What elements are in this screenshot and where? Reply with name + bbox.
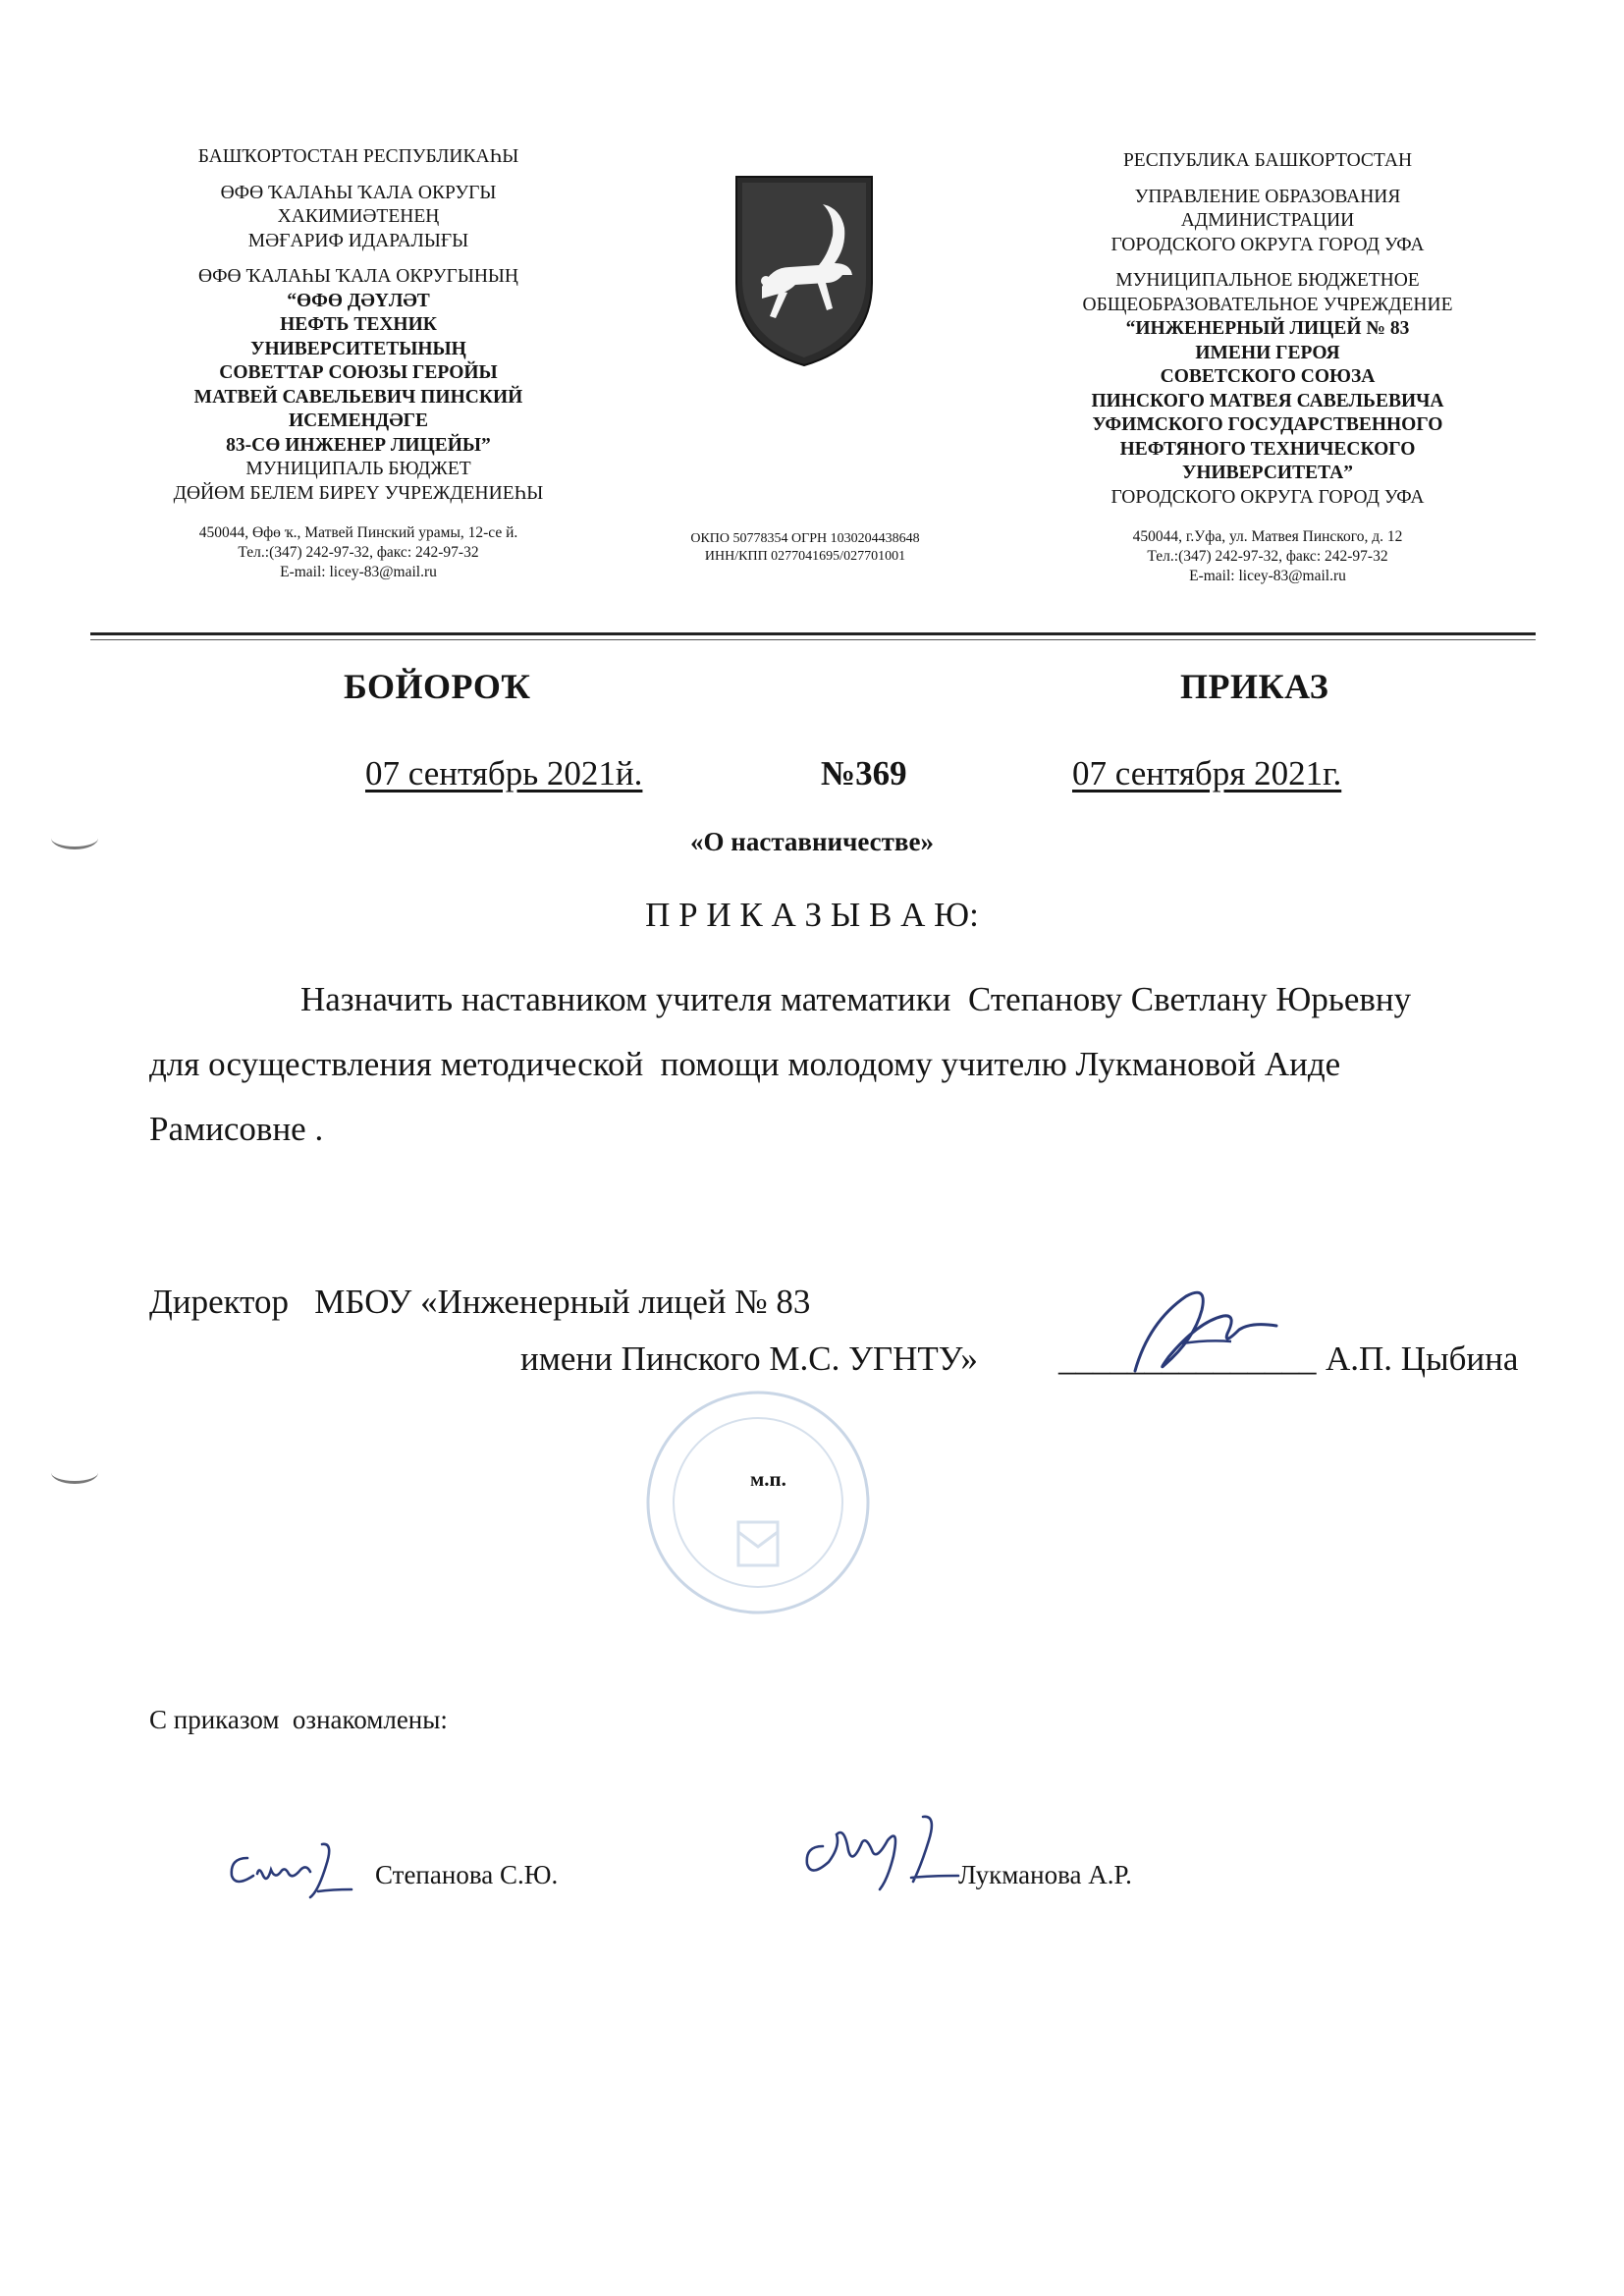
signature-stepanova-icon xyxy=(224,1836,361,1905)
signature-lukmanova-icon xyxy=(793,1807,970,1895)
header-right-contacts xyxy=(1047,527,1489,586)
header-left-line: МАТВЕЙ САВЕЛЬЕВИЧ ПИНСКИЙ xyxy=(193,386,523,408)
header-left-contact-line: Тел.:(347) 242-97-32, факс: 242-97-32 xyxy=(238,544,479,561)
header-right-contact-line: Тел.:(347) 242-97-32, факс: 242-97-32 xyxy=(1147,548,1388,565)
director-line-2: имени Пинского М.С. УГНТУ» xyxy=(520,1339,978,1378)
order-subject: «О наставничестве» xyxy=(690,827,934,856)
header-right-line: НЕФТЯНОГО ТЕХНИЧЕСКОГО xyxy=(1119,438,1416,460)
order-directive: П Р И К А З Ы В А Ю: xyxy=(645,896,979,934)
punch-mark-top xyxy=(51,827,98,849)
header-left-line: ХАКИМИӘТЕНЕҢ xyxy=(277,206,440,227)
header-right-line: ПИНСКОГО МАТВЕЯ САВЕЛЬЕВИЧА xyxy=(1091,390,1444,411)
header-center-code-line: ОКПО 50778354 ОГРН 1030204438648 xyxy=(690,531,920,546)
header-divider-thick xyxy=(90,632,1536,635)
header-left-line: БАШҠОРТОСТАН РЕСПУБЛИКАҺЫ xyxy=(197,146,519,167)
header-left-line: “ӨФӨ ДӘҮЛӘТ xyxy=(287,290,430,311)
header-right-contact-line: E-mail: licey-83@mail.ru xyxy=(1189,568,1346,584)
seal-label: м.п. xyxy=(750,1467,786,1491)
header-left-line: ӨФӨ ҠАЛАҺЫ ҠАЛА ОКРУГЫ xyxy=(220,182,497,203)
coat-of-arms-icon xyxy=(732,173,876,369)
header-center-codes xyxy=(648,530,962,566)
acknowledgement-label: С приказом ознакомлены: xyxy=(149,1705,448,1734)
header-left-line: ИСЕМЕНДӘГЕ xyxy=(288,410,429,431)
punch-mark-bottom xyxy=(51,1461,98,1484)
order-body-line-2: для осуществления методической помощи молодому учителю Лукмановой Аиде xyxy=(149,1045,1341,1083)
date-bashkir: 07 сентябрь 2021й. xyxy=(365,754,643,793)
header-right-contact-line: 450044, г.Уфа, ул. Матвея Пинского, д. 12 xyxy=(1132,528,1403,545)
title-bashkir: БОЙОРОҠ xyxy=(344,667,531,706)
header-divider-thin xyxy=(90,639,1536,640)
header-left-line: ДӨЙӨМ БЕЛЕМ БИРЕҮ УЧРЕЖДЕНИЕҺЫ xyxy=(173,482,544,504)
header-left-contacts xyxy=(137,523,579,582)
date-russian: 07 сентября 2021г. xyxy=(1072,754,1342,793)
header-left xyxy=(137,145,579,582)
acknowledged-person-2: Лукманова А.Р. xyxy=(958,1860,1132,1889)
header-right-line: УПРАВЛЕНИЕ ОБРАЗОВАНИЯ xyxy=(1134,186,1401,207)
header-right-line: МУНИЦИПАЛЬНОЕ БЮДЖЕТНОЕ xyxy=(1115,270,1420,291)
header-left-line: НЕФТЬ ТЕХНИК xyxy=(280,314,437,335)
acknowledged-person-1: Степанова С.Ю. xyxy=(375,1860,559,1889)
header-right-lines xyxy=(1047,149,1489,510)
header-left-line: МУНИЦИПАЛЬ БЮДЖЕТ xyxy=(245,459,471,479)
header-right-line: “ИНЖЕНЕРНЫЙ ЛИЦЕЙ № 83 xyxy=(1125,318,1410,339)
header-right-line: ГОРОДСКОГО ОКРУГА ГОРОД УФА xyxy=(1110,234,1425,255)
director-name: А.П. Цыбина xyxy=(1326,1339,1519,1378)
header-right-line: УФИМСКОГО ГОСУДАРСТВЕННОГО xyxy=(1092,414,1443,435)
director-line-1: Директор МБОУ «Инженерный лицей № 83 xyxy=(149,1283,811,1321)
order-number: №369 xyxy=(821,754,907,793)
header-left-contact-line: E-mail: licey-83@mail.ru xyxy=(280,564,437,580)
header-left-line: СОВЕТТАР СОЮЗЫ ГЕРОЙЫ xyxy=(219,362,498,383)
director-signature-icon xyxy=(1129,1283,1286,1381)
header-left-contact-line: 450044, Өфө ҡ., Матвей Пинский урамы, 12-се й. xyxy=(198,524,518,541)
coat-of-arms xyxy=(732,173,876,369)
header-right-line: СОВЕТСКОГО СОЮЗА xyxy=(1160,366,1376,387)
header-right-line: ИМЕНИ ГЕРОЯ xyxy=(1195,342,1340,363)
order-body-line-1: Назначить наставником учителя математики Степанову Светлану Юрьевну xyxy=(300,980,1412,1018)
header-right xyxy=(1047,149,1489,586)
title-russian: ПРИКАЗ xyxy=(1180,667,1329,706)
seal-stamp-icon xyxy=(640,1385,876,1620)
header-right-line: АДМИНИСТРАЦИИ xyxy=(1180,210,1355,231)
header-left-line: 83-СӨ ИНЖЕНЕР ЛИЦЕЙЫ” xyxy=(226,434,491,456)
header-center-code-line: ИНН/КПП 0277041695/027701001 xyxy=(704,549,906,564)
director-sign-blank: _______________ xyxy=(1058,1339,1317,1378)
header-right-line: УНИВЕРСИТЕТА” xyxy=(1182,463,1353,483)
header-left-lines xyxy=(137,145,579,506)
order-body-line-3: Рамисовне . xyxy=(149,1110,324,1148)
header-right-line: ОБЩЕОБРАЗОВАТЕЛЬНОЕ УЧРЕЖДЕНИЕ xyxy=(1082,294,1453,315)
header-right-line: РЕСПУБЛИКА БАШКОРТОСТАН xyxy=(1122,150,1413,171)
header-right-line: ГОРОДСКОГО ОКРУГА ГОРОД УФА xyxy=(1110,486,1425,508)
header-left-line: ӨФӨ ҠАЛАҺЫ ҠАЛА ОКРУГЫНЫҢ xyxy=(198,266,518,287)
header-left-line: УНИВЕРСИТЕТЫНЫҢ xyxy=(250,338,466,359)
header-left-line: МӘҒАРИФ ИДАРАЛЫҒЫ xyxy=(247,230,469,251)
